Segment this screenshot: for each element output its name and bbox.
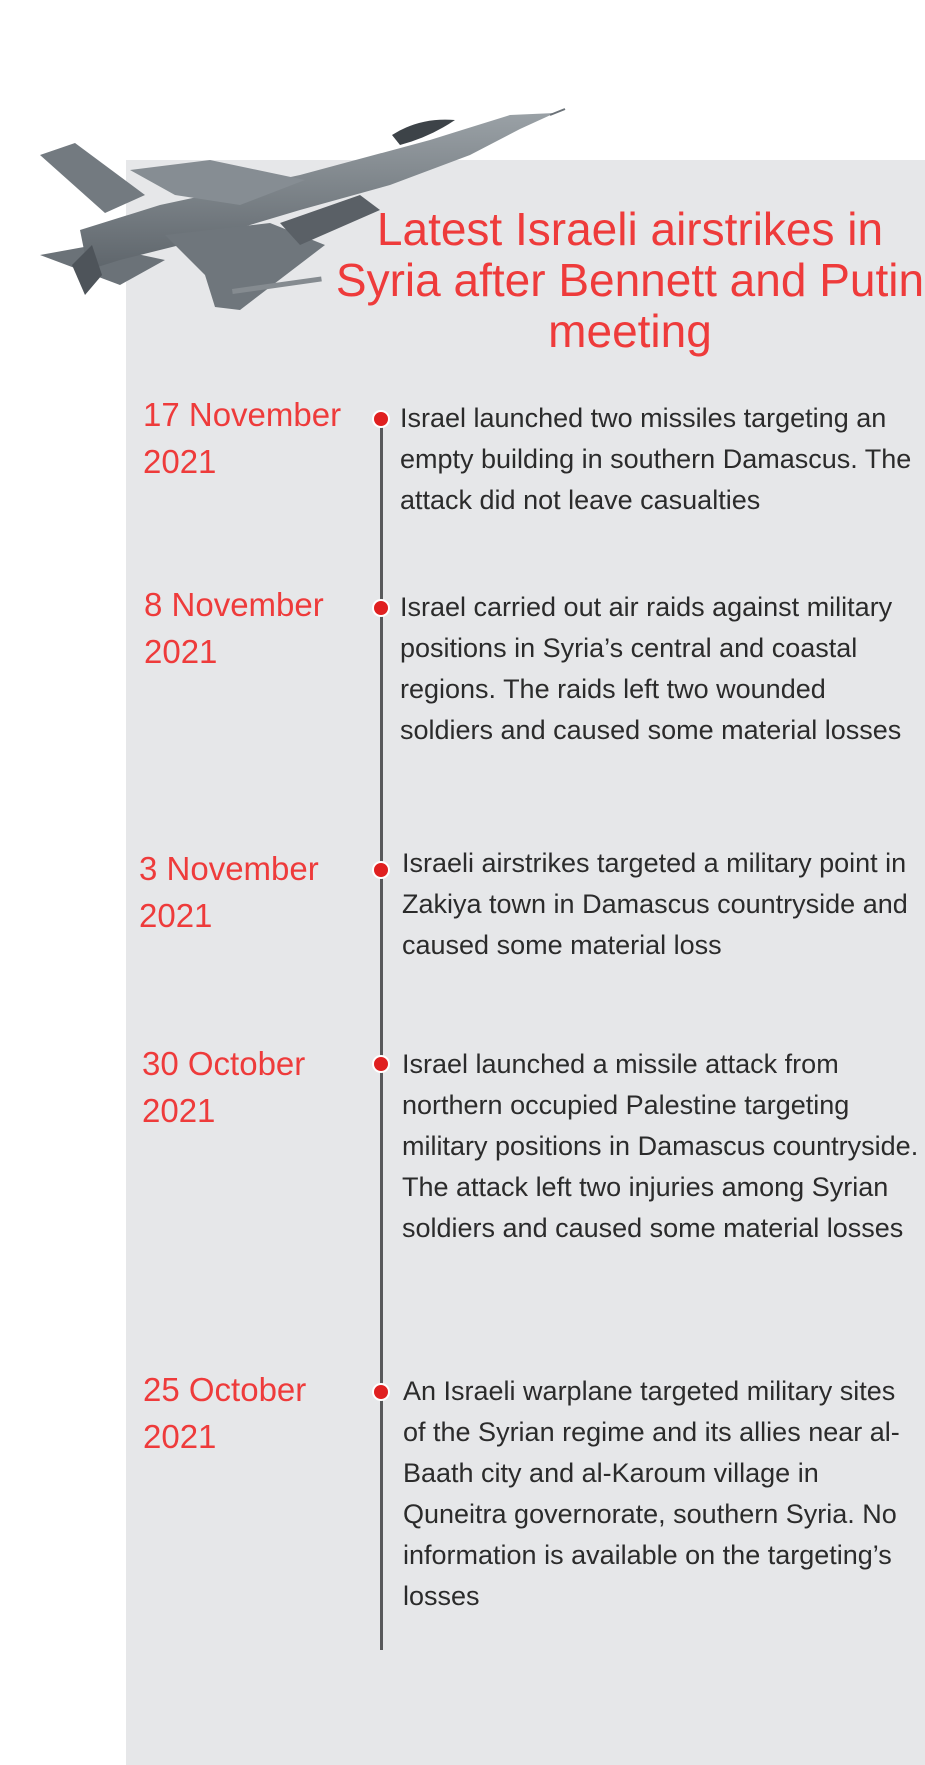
timeline-dot (372, 410, 390, 428)
timeline-date: 25 October 2021 (143, 1371, 307, 1455)
timeline-date: 30 October 2021 (142, 1045, 306, 1129)
timeline-description: Israel launched a missile attack from northern occupied Palestine targeting military positions in Damascus countryside. The attack left two injuries among Syrian soldiers and caused some material losses (402, 1049, 919, 1243)
timeline-date: 3 November 2021 (139, 850, 319, 934)
timeline-description: An Israeli warplane targeted military sites of the Syrian regime and its allies near al-Baath city and al-Karoum village in Quneitra governorate, southern Syria. No information is available on the targeting’s losses (403, 1376, 900, 1611)
timeline-date: 17 November 2021 (143, 396, 342, 480)
timeline-date: 8 November 2021 (144, 586, 324, 670)
timeline-description: Israel launched two missiles targeting an empty building in southern Damascus. The attack did not leave casualties (400, 403, 912, 515)
timeline-dot (372, 599, 390, 617)
timeline-description: Israel carried out air raids against military positions in Syria’s central and coastal regions. The raids left two wounded soldiers and caused some material losses (400, 592, 902, 745)
page-title: Latest Israeli airstrikes in Syria after Bennett and Putin meeting (335, 203, 925, 357)
timeline-description: Israeli airstrikes targeted a military point in Zakiya town in Damascus countryside and caused some material loss (402, 848, 908, 960)
timeline-dot (372, 1055, 390, 1073)
timeline-dot (372, 861, 390, 879)
timeline-dot (372, 1383, 390, 1401)
